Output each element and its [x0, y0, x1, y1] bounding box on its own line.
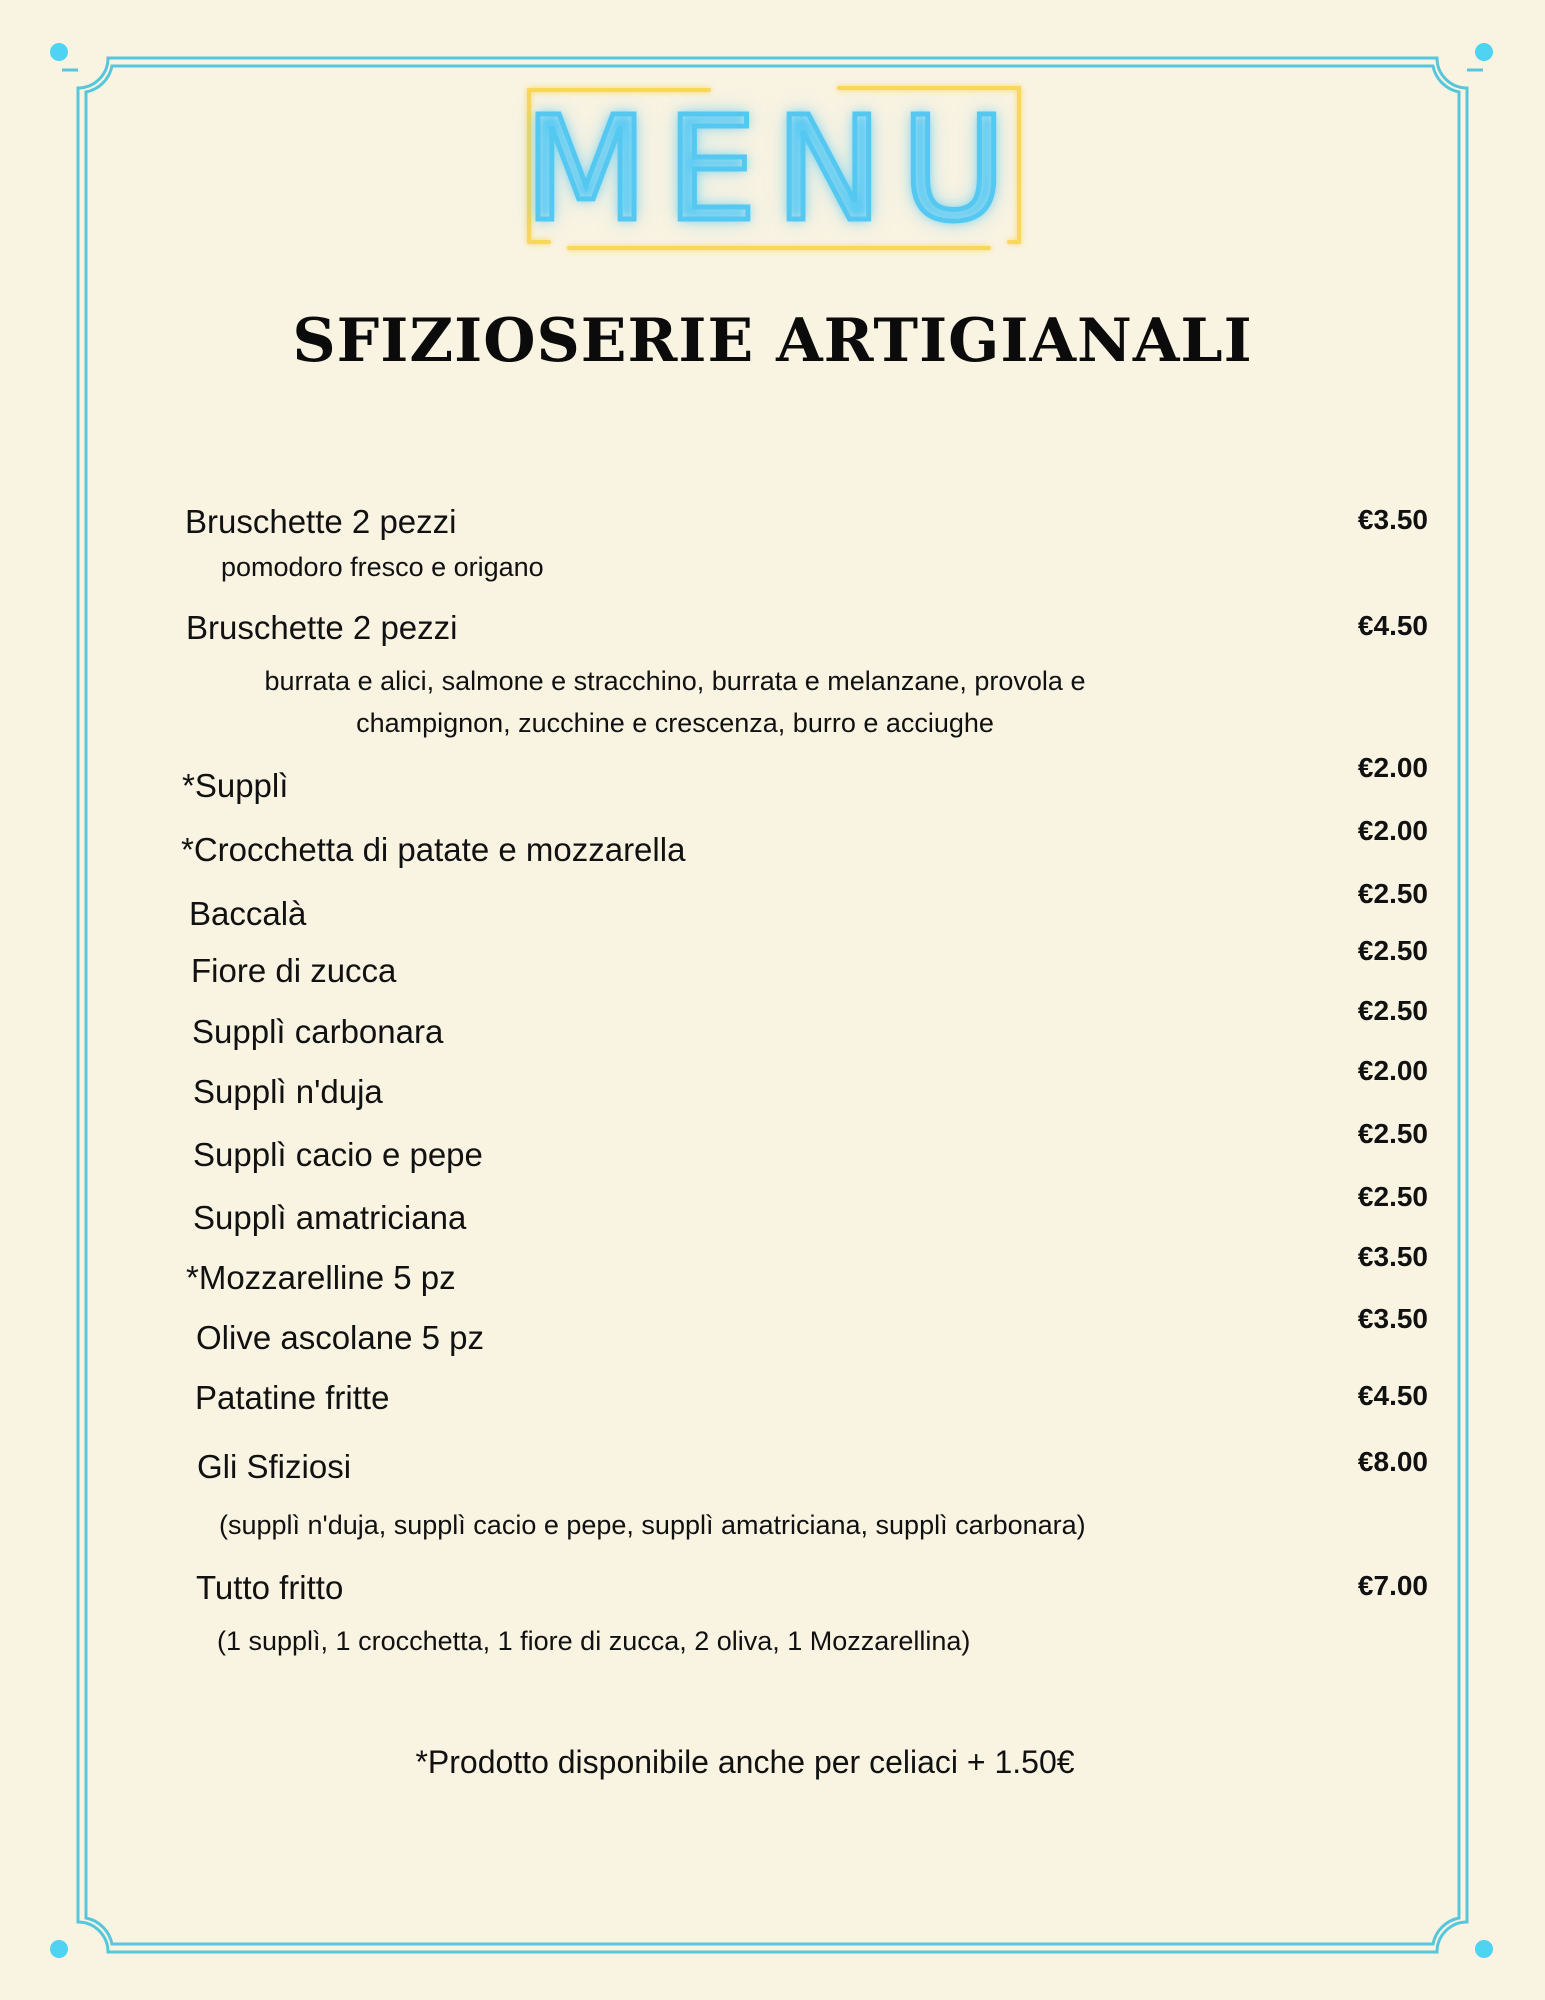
item-name: *Mozzarelline 5 pz	[186, 1259, 456, 1296]
corner-dot-icon	[50, 43, 68, 61]
item-description	[160, 660, 1190, 744]
corner-dot-icon	[50, 1940, 68, 1958]
item-name: *Supplì	[182, 767, 289, 804]
item-name: Gli Sfiziosi	[197, 1448, 352, 1485]
section-title: SFIZIOSERIE ARTIGIANALI	[292, 306, 1253, 376]
item-name: Baccalà	[189, 895, 307, 932]
item-price: €7.00	[1357, 1570, 1428, 1601]
item-name: *Crocchetta di patate e mozzarella	[181, 831, 686, 868]
item-description: pomodoro fresco e origano	[221, 552, 544, 582]
item-name: Bruschette 2 pezzi	[186, 609, 458, 646]
item-price: €2.50	[1357, 1118, 1428, 1149]
item-name: Patatine fritte	[195, 1379, 390, 1416]
item-price: €2.50	[1357, 995, 1428, 1026]
item-name: Olive ascolane 5 pz	[196, 1319, 484, 1356]
item-price: €2.50	[1357, 1181, 1428, 1212]
item-price: €3.50	[1357, 1303, 1428, 1334]
item-price: €8.00	[1357, 1446, 1428, 1477]
item-price: €4.50	[1357, 1380, 1428, 1411]
item-name: Tutto fritto	[196, 1569, 344, 1606]
logo-text: MENU	[523, 85, 1025, 253]
item-name: Fiore di zucca	[191, 952, 397, 989]
item-description: (supplì n'duja, supplì cacio e pepe, supplì amatriciana, supplì carbonara)	[219, 1510, 1086, 1540]
corner-dot-icon	[1475, 43, 1493, 61]
item-price: €4.50	[1357, 610, 1428, 641]
item-name: Supplì cacio e pepe	[193, 1136, 483, 1173]
item-description: (1 supplì, 1 crocchetta, 1 fiore di zucca, 2 oliva, 1 Mozzarellina)	[217, 1626, 971, 1656]
item-name: Bruschette 2 pezzi	[185, 503, 457, 540]
corner-dot-icon	[1475, 1940, 1493, 1958]
item-description-line: champignon, zucchine e crescenza, burro e acciughe	[356, 708, 994, 738]
item-description-line: burrata e alici, salmone e stracchino, burrata e melanzane, provola e	[264, 666, 1086, 696]
item-price: €2.00	[1357, 1055, 1428, 1086]
celiac-footnote: *Prodotto disponibile anche per celiaci + 1.50€	[415, 1744, 1075, 1780]
item-price: €2.50	[1357, 878, 1428, 909]
menu-neon-logo	[519, 80, 1029, 256]
item-name: Supplì n'duja	[193, 1073, 383, 1110]
item-price: €3.50	[1357, 1241, 1428, 1272]
item-price: €3.50	[1357, 504, 1428, 535]
item-name: Supplì amatriciana	[193, 1199, 467, 1236]
item-price: €2.50	[1357, 935, 1428, 966]
item-price: €2.00	[1357, 815, 1428, 846]
item-price: €2.00	[1357, 752, 1428, 783]
item-name: Supplì carbonara	[192, 1013, 444, 1050]
